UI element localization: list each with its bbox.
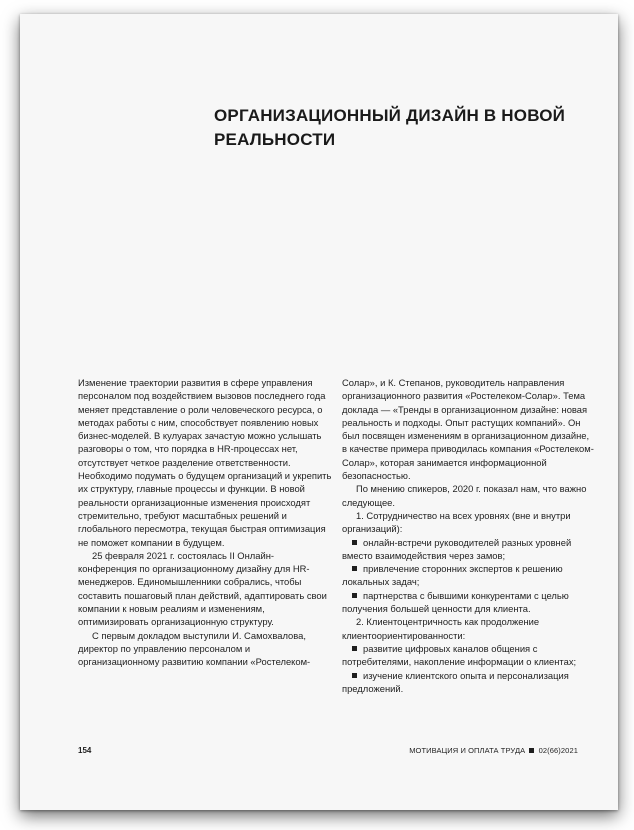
list-item-text: развитие цифровых каналов общения с потребителями, накопление информации о клиентах; [342,642,577,668]
square-bullet-icon [352,646,357,651]
list-heading: 2. Клиентоцентричность как продолжение клиентоориентированности: [342,616,540,641]
page-number: 154 [78,746,92,755]
square-separator-icon [529,748,534,753]
paragraph: С первым докладом выступили И. Самохвалова, директор по управлению персоналом и организационному развитию компании «Ростелеком- [78,629,311,668]
list-item [342,589,596,616]
list-item [342,669,596,696]
square-bullet-icon [352,566,357,571]
journal-name: МОТИВАЦИЯ И ОПЛАТА ТРУДА [409,746,526,755]
list-item [342,642,596,669]
square-bullet-icon [352,540,357,545]
paragraph: По мнению спикеров, 2020 г. показал нам, что важно следующее. [342,483,587,508]
list-heading: 1. Сотрудничество на всех уровнях (вне и внутри организаций): [342,509,571,535]
square-bullet-icon [352,673,357,678]
left-column [78,376,332,669]
paragraph: Солар», и К. Степанов, руководитель направления организационного развития «Ростелеком-Солар». Тема доклада — «Тренды в организационном дизайне: новая реальность и подходы. Опыт растущих компаний». Он был посвящен изменениям в организационном дизайне, в качестве примера приводилась компания «Ростелеком-Солар», которая занимается информационной безопасностью. [342,377,594,482]
square-bullet-icon [352,593,357,598]
article-title: ОРГАНИЗАЦИОННЫЙ ДИЗАЙН В НОВОЙ РЕАЛЬНОСТИ [214,106,566,149]
list-item-text: онлайн-встречи руководителей разных уровней вместо взаимодействия через замов; [342,536,572,561]
list-item [342,562,596,589]
running-footer [409,746,578,755]
list-item-text: изучение клиентского опыта и персонализация предложений. [342,669,569,694]
list-item-text: партнерства с бывшими конкурентами с целью получения большей ценности для клиента. [342,589,569,615]
paragraph: 25 февраля 2021 г. состоялась II Онлайн-конференция по организационному дизайну для HR-менеджеров. Единомышленники собрались, чтобы составить пошаговый план действий, адаптировать свои компании к новым реалиям и изменениям, оптимизировать организационную структуру. [78,549,327,628]
list-item [342,536,596,563]
magazine-page [20,14,618,810]
paragraph: Изменение траектории развития в сфере управления персоналом под воздействием вызовов последнего года меняет представление о роли человеческого ресурса, о методах работы с ним, способствует появлению новых бизнес-моделей. В кулуарах зачастую можно услышать разговоры о том, что порядка в HR-процессах нет, отсутствует четкое разделение ответственности. Необходимо подумать о будущем организаций и укрепить их структуру, главные процессы и функции. В новой реальности организационные изменения происходят стремительно, требуют масштабных решений и глобального пересмотра, текущая быстрая оптимизация не поможет компании в будущем. [78,377,332,548]
right-column [342,376,596,695]
list-item-text: привлечение сторонних экспертов к решению локальных задач; [342,563,563,588]
issue-number: 02(66)2021 [538,746,578,755]
